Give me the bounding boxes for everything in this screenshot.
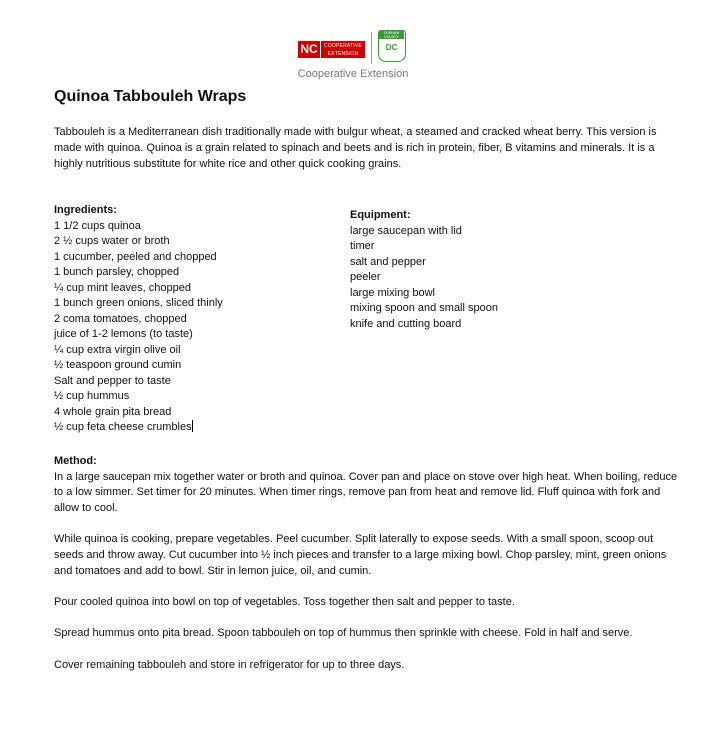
equipment-item: knife and cutting board [350, 317, 462, 330]
logo-divider [371, 32, 372, 64]
equipment-heading: Equipment: [350, 209, 411, 221]
equipment-item: timer [350, 240, 375, 252]
equipment-section [350, 208, 610, 332]
ingredients-section [54, 203, 314, 436]
ingredient-item: 2 coma tomatoes, chopped [54, 312, 187, 325]
recipe-intro: Tabbouleh is a Mediterranean dish traditionally made with bulgur wheat, a steamed and cracked wheat berry. This version is made with quinoa. Quinoa is a grain related to spinach and beets and is rich in protein, fiber, B vitamins and minerals. It is a highly nutritious substitute for white rice and other quick cooking grains. [54, 126, 657, 170]
logo-caption: Cooperative Extension [297, 68, 409, 80]
county-badge-label: DURHAM COUNTY [379, 31, 404, 39]
ingredient-item: juice of 1-2 lemons (to taste) [54, 328, 193, 340]
method-step: Spread hummus onto pita bread. Spoon tabbouleh on top of hummus then sprinkle with cheese. Fold in half and serve. [54, 627, 633, 640]
ingredient-item: 1 bunch parsley, chopped [54, 266, 180, 278]
ingredient-item: 1 cucumber, peeled and chopped [54, 250, 217, 263]
method-step: While quinoa is cooking, prepare vegetables. Peel cucumber. Split laterally to expose seeds. With a small spoon, scoop out seeds and throw away. Cut cucumber into ½ inch pieces and transfer to a large mixing bowl. Chop parsley, mint, green onions and tomatoes and add to bowl. Stir in lemon juice, oil, and cumin. [54, 533, 667, 577]
county-badge-icon [378, 30, 406, 62]
equipment-item: peeler [350, 271, 381, 283]
method-heading: Method: [54, 455, 97, 467]
ingredient-item: ½ cup hummus [54, 390, 130, 402]
nc-logo-mark: NC [298, 41, 320, 58]
ingredient-item: ¼ cup extra virgin olive oil [54, 343, 181, 356]
text-cursor [192, 420, 193, 432]
ingredient-item: ¼ cup mint leaves, chopped [54, 281, 191, 294]
ingredient-item: Salt and pepper to taste [54, 374, 171, 387]
method-step: Pour cooled quinoa into bowl on top of vegetables. Toss together then salt and pepper to taste. [54, 596, 515, 609]
cooperative-extension-wordmark: COOPERATIVE EXTENSION [321, 41, 365, 58]
method-step: In a large saucepan mix together water or broth and quinoa. Cover pan and place on stove over high heat. When boiling, reduce to a low simmer. Set timer for 20 minutes. When timer rings, remove pan from heat and remove lid. Fluff quinoa with fork and allow to cool. [54, 470, 678, 514]
ingredient-item: 1 1/2 cups quinoa [54, 219, 141, 232]
method-step: Cover remaining tabbouleh and store in refrigerator for up to three days. [54, 658, 405, 671]
method-section [54, 454, 679, 689]
ingredient-item: 1 bunch green onions, sliced thinly [54, 297, 223, 309]
ingredients-heading: Ingredients: [54, 204, 117, 216]
county-badge-emblem-icon: DC [385, 43, 398, 52]
ingredient-item: 4 whole grain pita bread [54, 405, 172, 418]
equipment-item: salt and pepper [350, 255, 426, 268]
ingredient-item: 2 ½ cups water or broth [54, 235, 170, 247]
ingredient-item-last[interactable] [54, 420, 314, 436]
extension-logo [296, 30, 410, 84]
equipment-item: mixing spoon and small spoon [350, 302, 498, 314]
ingredient-item: ½ teaspoon ground cumin [54, 359, 182, 371]
equipment-item: large saucepan with lid [350, 224, 462, 237]
equipment-item: large mixing bowl [350, 286, 435, 299]
ingredient-item-text: ½ cup feta cheese crumbles [54, 421, 192, 433]
recipe-title: Quinoa Tabbouleh Wraps [54, 88, 247, 105]
